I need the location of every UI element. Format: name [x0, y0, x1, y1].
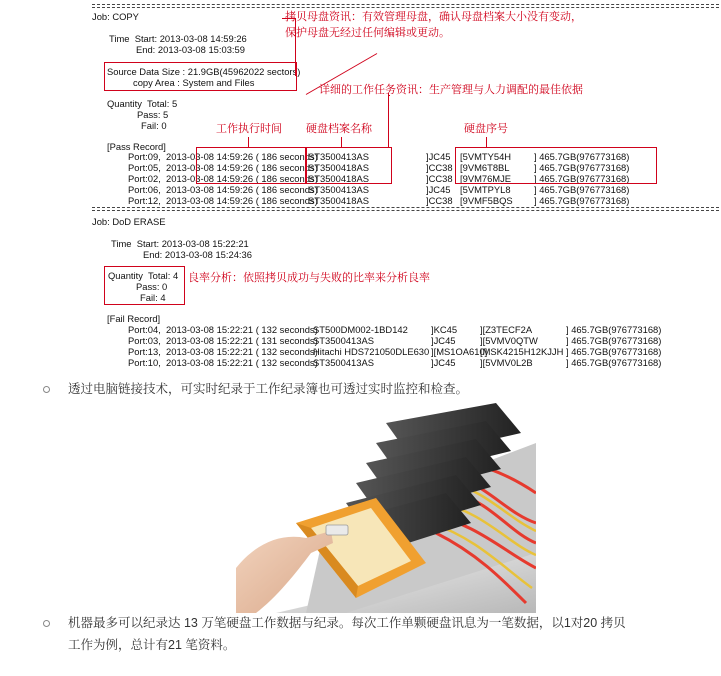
master-info-annotation-line2: 保护母盘无经过任何编辑或更动。 [285, 27, 450, 39]
record-fw: ][MS1OA610] [431, 346, 488, 357]
exec-time-highlight [196, 147, 306, 184]
yield-annotation: 良率分析：依照拷贝成功与失败的比率来分析良率 [188, 272, 430, 284]
record-model: ST3500413AS [308, 151, 369, 162]
bullet-text: 透过电脑链接技术，可实时纪录于工作纪录簿也可透过实时监控和检查。 [68, 382, 469, 396]
record-sn: [9VMF5BQS [460, 195, 513, 206]
record-fw: ]JC45 [426, 151, 451, 162]
record-port: Port:02, 2013-03-08 14:59:26 ( 186 seconds) [128, 173, 318, 184]
record-sn: ][5VMV0L2B [480, 357, 533, 368]
record-fw: ]CC38 [426, 162, 453, 173]
source-size-highlight [104, 62, 297, 91]
record-sn: [5VMTPYL8 [460, 184, 511, 195]
yield-highlight [104, 266, 185, 305]
record-cap: ] 465.7GB(976773168) [566, 335, 662, 346]
task-info-annotation: 详细的工作任务资讯：生产管理与人力调配的最佳依据 [319, 84, 583, 96]
record-cap: ] 465.7GB(976773168) [534, 195, 630, 206]
record-sn: [MSK4215H12KJJH [480, 346, 564, 357]
annotation-leader-line [486, 137, 487, 147]
fail-record-header: [Fail Record] [107, 313, 161, 324]
record-fw: ]CC38 [426, 195, 453, 206]
bullet-icon [43, 620, 50, 627]
copy-qty-fail: Fail: 0 [141, 120, 167, 131]
job-log-printout [84, 0, 721, 375]
record-port: Port:04, 2013-03-08 15:22:21 ( 132 seconds) [128, 324, 318, 335]
record-port: Port:03, 2013-03-08 15:22:21 ( 131 seconds) [128, 335, 318, 346]
master-info-annotation-line1: 拷贝母盘资讯：有效管理母盘，确认母盘档案大小没有变动， [285, 11, 582, 23]
record-model: ST3500413AS [313, 357, 374, 368]
erase-job-title: Job: DoD ERASE [92, 216, 166, 227]
record-fw: ]JC45 [426, 184, 451, 195]
disk-name-annotation: 硬盘档案名称 [306, 123, 372, 135]
bullet-text-line1: 机器最多可以纪录达 13 万笔硬盘工作数据与纪录。每次工作单颗硬盘讯息为一笔数据，以1对20 拷贝 [68, 616, 626, 630]
erase-qty-fail: Fail: 4 [140, 292, 166, 303]
record-cap: ] 465.7GB(976773168) [534, 173, 630, 184]
record-cap: ] 465.7GB(976773168) [566, 324, 662, 335]
record-port: Port:09, 2013-03-08 14:59:26 ( 186 seconds) [128, 151, 318, 162]
separator-line [92, 4, 719, 5]
record-model: Hitachi HDS721050DLE630 [313, 346, 430, 357]
record-model: ST3500418AS [308, 173, 369, 184]
copy-time-end: End: 2013-03-08 15:03:59 [136, 44, 245, 55]
disk-sn-highlight [455, 147, 657, 184]
bullet-item-realtime-logging [50, 378, 468, 400]
annotation-leader-line [248, 137, 249, 147]
record-port: Port:06, 2013-03-08 14:59:26 ( 186 seconds) [128, 184, 318, 195]
record-model: ST3500413AS [313, 335, 374, 346]
copy-qty-pass: Pass: 5 [137, 109, 169, 120]
record-model: ST3500418AS [308, 195, 369, 206]
erase-time-end: End: 2013-03-08 15:24:36 [143, 249, 252, 260]
record-port: Port:13, 2013-03-08 15:22:21 ( 132 seconds) [128, 346, 318, 357]
record-cap: ] 465.7GB(976773168) [534, 162, 630, 173]
record-cap: ] 465.7GB(976773168) [566, 357, 662, 368]
copy-qty-total: Quantity Total: 5 [107, 98, 178, 109]
record-fw: ]KC45 [431, 324, 458, 335]
source-data-size: Source Data Size : 21.9GB(45962022 sectors) [107, 66, 301, 77]
record-sn: [9VM6T8BL [460, 162, 510, 173]
bullet-icon [43, 386, 50, 393]
record-sn: ][5VMV0QTW [480, 335, 538, 346]
exec-time-annotation: 工作执行时间 [216, 123, 282, 135]
bullet-item-record-capacity [50, 612, 710, 656]
annotation-leader-line [341, 137, 342, 147]
record-model: ST3500418AS [308, 162, 369, 173]
record-port: Port:10, 2013-03-08 15:22:21 ( 132 seconds) [128, 357, 318, 368]
record-port: Port:12, 2013-03-08 14:59:26 ( 186 seconds) [128, 195, 318, 206]
record-port: Port:05, 2013-03-08 14:59:26 ( 186 seconds) [128, 162, 318, 173]
record-model: ST3500413AS [308, 184, 369, 195]
record-cap: ] 465.7GB(976773168) [534, 151, 630, 162]
copy-time-start: Time Start: 2013-03-08 14:59:26 [109, 33, 247, 44]
record-fw: ]JC45 [431, 335, 456, 346]
record-model: ST500DM002-1BD142 [313, 324, 408, 335]
erase-qty-pass: Pass: 0 [136, 281, 168, 292]
copy-area: copy Area : System and Files [133, 77, 255, 88]
record-cap: ] 465.7GB(976773168) [566, 346, 662, 357]
copy-job-title: Job: COPY [92, 11, 139, 22]
duplicator-hard-drives-photo [236, 403, 536, 613]
disk-name-highlight [306, 147, 392, 184]
erase-time-start: Time Start: 2013-03-08 15:22:21 [111, 238, 249, 249]
record-fw: ]CC38 [426, 173, 453, 184]
erase-qty-total: Quantity Total: 4 [108, 270, 179, 281]
bullet-text-line2: 工作为例，总计有21 笔资料。 [68, 638, 236, 652]
record-fw: ]JC45 [431, 357, 456, 368]
pass-record-header: [Pass Record] [107, 141, 166, 152]
separator-line [92, 207, 719, 208]
record-cap: ] 465.7GB(976773168) [534, 184, 630, 195]
record-sn: [5VMTY54H [460, 151, 512, 162]
record-sn: ][Z3TECF2A [480, 324, 533, 335]
disk-sn-annotation: 硬盘序号 [464, 123, 508, 135]
record-sn: [9VM76MJE [460, 173, 512, 184]
annotation-leader-line [388, 93, 389, 147]
